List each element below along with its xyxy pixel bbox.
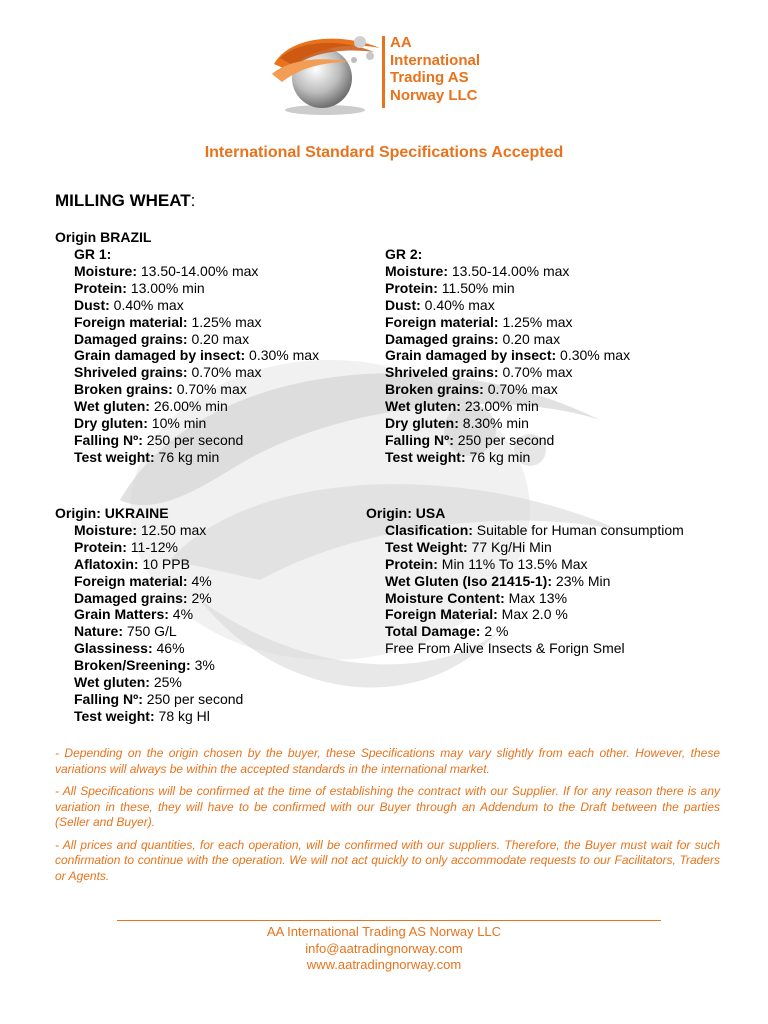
spec-item xyxy=(74,415,319,432)
spec-value: 26.00% min xyxy=(149,398,228,415)
footer-divider xyxy=(117,920,661,921)
section-title-text: MILLING WHEAT xyxy=(55,191,191,210)
spec-item xyxy=(385,432,630,449)
spec-key: Dust: xyxy=(385,296,421,313)
spec-value: 10 PPB xyxy=(138,555,190,572)
spec-value: 46% xyxy=(152,640,185,657)
spec-key: Damaged grains: xyxy=(385,330,499,347)
grade-label: GR 2: xyxy=(385,246,423,262)
spec-key: Damaged grains: xyxy=(74,589,188,606)
note-paragraph: - Depending on the origin chosen by the buyer, these Specifications may vary slightly from each other. However, these variations will always be within the accepted standards in the international market. xyxy=(55,746,720,776)
globe-swoosh-icon xyxy=(270,30,382,116)
spec-value: 10% min xyxy=(147,415,207,432)
spec-key: Broken grains: xyxy=(385,381,484,398)
footer-company: AA International Trading AS Norway LLC xyxy=(266,924,502,939)
spec-key: Glassiness: xyxy=(74,640,153,657)
spec-key: Wet gluten: xyxy=(74,398,150,415)
logo-wordmark xyxy=(390,34,480,104)
spec-key: Wet gluten: xyxy=(385,398,461,415)
spec-key: Foreign material: xyxy=(74,313,188,330)
spec-key: Broken/Sreening: xyxy=(74,657,191,674)
logo-line: Norway LLC xyxy=(390,86,478,104)
spec-value: 4% xyxy=(168,606,194,623)
spec-value: 76 kg min xyxy=(154,448,220,465)
spec-key: Moisture: xyxy=(74,262,137,279)
spec-item xyxy=(74,556,243,573)
origin-usa xyxy=(366,505,684,657)
spec-value: 11-12% xyxy=(126,538,178,555)
logo-divider xyxy=(382,36,385,108)
spec-value: 23.00% min xyxy=(460,398,539,415)
spec-key: Shriveled grains: xyxy=(385,364,499,381)
footer-email-link[interactable]: info@aatradingnorway.com xyxy=(305,940,463,956)
spec-value: 0.40% max xyxy=(109,296,184,313)
spec-key: Foreign material: xyxy=(385,313,499,330)
spec-key: Dust: xyxy=(74,296,110,313)
disclaimer-notes xyxy=(55,746,720,891)
spec-item xyxy=(385,331,630,348)
spec-key: Falling Nº: xyxy=(385,431,454,448)
spec-value: 1.25% max xyxy=(187,313,262,330)
spec-value: 11.50% min xyxy=(437,279,515,296)
note-paragraph: - All prices and quantities, for each operation, will be confirmed with our suppliers. Therefore, the Buyer must wait for such confirmation to continue with the operation. We will not act quickly to only accommodate requests to our Facilitators, Traders or Agents. xyxy=(55,837,720,883)
spec-item xyxy=(74,364,319,381)
spec-key: Test weight: xyxy=(74,707,155,724)
spec-key: Moisture: xyxy=(74,521,137,538)
spec-item xyxy=(385,623,684,640)
spec-item xyxy=(74,432,319,449)
note-paragraph: - All Specifications will be confirmed at the time of establishing the contract with our Supplier. If for any reason there is any variation in these, they will have to be confirmed with our Buyer through an Addendum to the Draft between the parties (Seller and Buyer). xyxy=(55,784,720,829)
spec-key: Falling Nº: xyxy=(74,690,143,707)
spec-item xyxy=(385,415,630,432)
spec-item xyxy=(385,280,630,297)
spec-key: Total Damage: xyxy=(385,623,481,640)
origin-label: Origin: USA xyxy=(366,505,446,521)
spec-value: 250 per second xyxy=(142,431,244,448)
spec-value: 0.20 max xyxy=(498,330,561,347)
spec-value: 0.70% max xyxy=(172,381,247,398)
spec-key: Damaged grains: xyxy=(74,330,188,347)
spec-key: Dry gluten: xyxy=(74,415,148,432)
spec-item xyxy=(74,606,243,623)
spec-value: Free From Alive Insects & Forign Smel xyxy=(385,640,625,657)
footer-website-link[interactable]: www.aatradingnorway.com xyxy=(306,957,462,972)
spec-item xyxy=(74,398,319,415)
spec-item xyxy=(385,381,630,398)
spec-key: Moisture: xyxy=(385,262,448,279)
spec-value: 750 G/L xyxy=(123,623,177,640)
spec-key: Wet gluten: xyxy=(74,674,150,691)
spec-item xyxy=(385,606,684,623)
spec-item xyxy=(385,449,630,466)
spec-value: 250 per second xyxy=(453,431,555,448)
spec-value: 0.40% max xyxy=(420,296,495,313)
spec-value: 250 per second xyxy=(142,690,244,707)
logo-line: International xyxy=(390,51,481,69)
spec-list xyxy=(74,522,243,725)
spec-item xyxy=(385,573,684,590)
spec-value: 0.20 max xyxy=(187,330,250,347)
spec-item xyxy=(74,263,319,280)
spec-value: 8.30% min xyxy=(458,415,529,432)
spec-value: 13.50-14.00% max xyxy=(448,262,570,279)
spec-key: Falling Nº: xyxy=(74,431,143,448)
spec-key: Test weight: xyxy=(74,448,155,465)
spec-item xyxy=(74,522,243,539)
spec-value: 13.00% min xyxy=(126,279,205,296)
spec-list xyxy=(74,263,319,466)
spec-item xyxy=(74,623,243,640)
spec-key: Aflatoxin: xyxy=(74,555,139,572)
spec-value: 77 Kg/Hi Min xyxy=(467,538,552,555)
spec-item xyxy=(385,398,630,415)
brazil-gr2-block xyxy=(385,246,630,466)
spec-item xyxy=(385,263,630,280)
spec-value: Min 11% To 13.5% Max xyxy=(437,555,588,572)
spec-item xyxy=(74,691,243,708)
spec-list xyxy=(385,522,684,657)
spec-value: 0.30% max xyxy=(556,347,631,364)
spec-item xyxy=(385,347,630,364)
spec-item xyxy=(74,674,243,691)
spec-key: Dry gluten: xyxy=(385,415,459,432)
spec-item xyxy=(385,640,684,657)
footer xyxy=(0,924,768,974)
spec-key: Protein: xyxy=(74,538,127,555)
spec-value: 0.70% max xyxy=(187,364,262,381)
spec-value: 0.70% max xyxy=(498,364,573,381)
logo-line: Trading AS xyxy=(390,69,469,86)
spec-item xyxy=(74,331,319,348)
spec-value: 23% Min xyxy=(552,572,611,589)
spec-item xyxy=(385,590,684,607)
spec-value: Max 13% xyxy=(504,589,568,606)
spec-value: 0.30% max xyxy=(245,347,320,364)
origin-ukraine xyxy=(55,505,243,725)
spec-value: 76 kg min xyxy=(465,448,531,465)
spec-list xyxy=(385,263,630,466)
spec-value: 2% xyxy=(187,589,212,606)
spec-value: 1.25% max xyxy=(498,313,573,330)
spec-item xyxy=(385,539,684,556)
spec-value: 4% xyxy=(187,572,212,589)
spec-item xyxy=(74,708,243,725)
spec-item xyxy=(385,522,684,539)
spec-value: 13.50-14.00% max xyxy=(137,262,259,279)
spec-value: 3% xyxy=(190,657,215,674)
spec-item xyxy=(74,590,243,607)
section-title xyxy=(55,191,195,211)
spec-item xyxy=(74,314,319,331)
spec-item xyxy=(74,573,243,590)
spec-key: Protein: xyxy=(385,555,438,572)
spec-key: Test Weight: xyxy=(385,538,468,555)
spec-item xyxy=(74,381,319,398)
spec-value: 25% xyxy=(149,674,182,691)
spec-value: 78 kg Hl xyxy=(154,707,210,724)
spec-item xyxy=(74,347,319,364)
spec-value: Max 2.0 % xyxy=(497,606,568,623)
spec-key: Protein: xyxy=(74,279,127,296)
spec-key: Protein: xyxy=(385,279,438,296)
spec-key: Clasification: xyxy=(385,521,473,538)
spec-item xyxy=(74,640,243,657)
spec-key: Wet Gluten (Iso 21415-1): xyxy=(385,572,553,589)
spec-item xyxy=(74,449,319,466)
grade-label: GR 1: xyxy=(74,246,112,262)
spec-key: Grain damaged by insect: xyxy=(385,347,557,364)
page-headline: International Standard Specifications Accepted xyxy=(204,144,564,161)
spec-key: Grain damaged by insect: xyxy=(74,347,246,364)
spec-item xyxy=(385,314,630,331)
spec-key: Moisture Content: xyxy=(385,589,505,606)
spec-key: Foreign Material: xyxy=(385,606,498,623)
spec-value: 12.50 max xyxy=(137,521,207,538)
spec-key: Shriveled grains: xyxy=(74,364,188,381)
spec-key: Nature: xyxy=(74,623,124,640)
company-logo xyxy=(270,30,510,120)
origin-brazil xyxy=(55,229,151,246)
spec-value: 2 % xyxy=(480,623,509,640)
spec-item xyxy=(74,280,319,297)
spec-key: Broken grains: xyxy=(74,381,173,398)
spec-value: 0.70% max xyxy=(483,381,558,398)
spec-key: Test weight: xyxy=(385,448,466,465)
spec-value: Suitable for Human consumptiom xyxy=(472,521,684,538)
section-title-colon: : xyxy=(190,191,196,210)
spec-item xyxy=(74,657,243,674)
origin-label: Origin BRAZIL xyxy=(55,229,152,245)
logo-line: AA xyxy=(390,34,412,51)
spec-key: Foreign material: xyxy=(74,572,188,589)
spec-item xyxy=(74,297,319,314)
spec-item xyxy=(385,364,630,381)
origin-label: Origin: UKRAINE xyxy=(55,505,169,521)
spec-item xyxy=(74,539,243,556)
spec-item xyxy=(385,556,684,573)
spec-key: Grain Matters: xyxy=(74,606,169,623)
spec-item xyxy=(385,297,630,314)
brazil-gr1-block xyxy=(74,246,319,466)
